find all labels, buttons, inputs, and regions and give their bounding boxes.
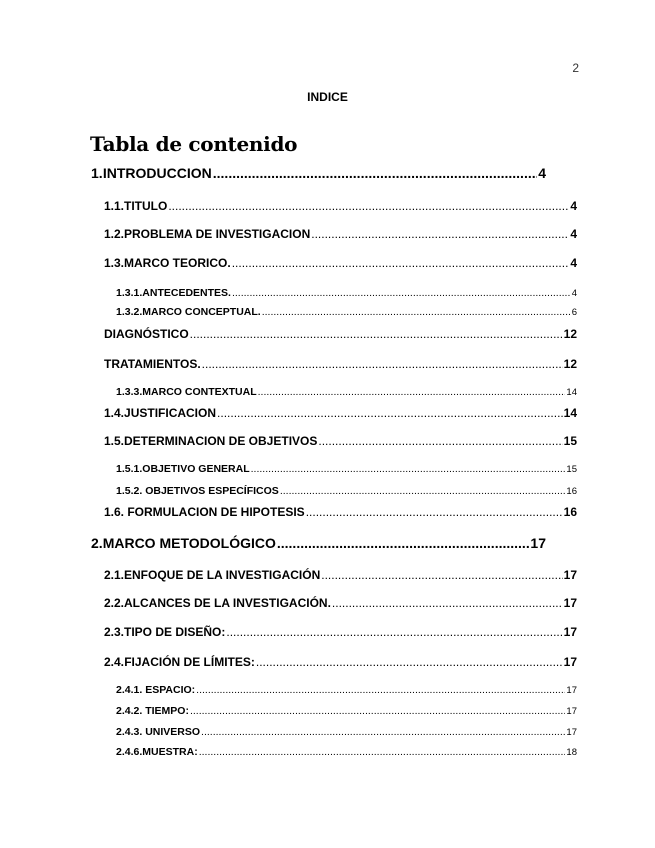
dot-leader (321, 568, 562, 582)
toc-entry-number: 2.4.6. (116, 746, 143, 758)
toc-entry-label: ANTECEDENTES. (142, 287, 231, 299)
dot-leader (306, 505, 563, 519)
toc-entry-label: DETERMINACION DE OBJETIVOS (124, 434, 318, 448)
toc-entry[interactable] (104, 256, 577, 270)
toc-entry[interactable] (104, 434, 577, 448)
toc-entry-page: 17 (530, 535, 546, 551)
toc-entry-page: 16 (563, 505, 577, 519)
toc-entry-label: INTRODUCCION (102, 165, 212, 181)
toc-entry-number: 2.2. (104, 596, 125, 610)
page-number: 2 (572, 61, 579, 75)
toc-entry-page: 6 (571, 307, 577, 318)
toc-entry-page: 12 (563, 357, 577, 371)
toc-entry[interactable] (91, 535, 546, 551)
toc-entry[interactable] (104, 596, 577, 610)
toc-entry-page: 4 (538, 165, 546, 181)
toc-entry-page: 17 (563, 596, 577, 610)
toc-entry-label: ENFOQUE DE LA INVESTIGACIÓN (124, 568, 321, 582)
toc-entry-page: 4 (570, 199, 577, 213)
toc-entry[interactable] (116, 463, 577, 475)
toc-entry[interactable] (116, 386, 577, 398)
toc-entry-page: 4 (570, 256, 577, 270)
toc-entry-number: 1.3. (104, 256, 125, 270)
toc-entry-label: 1.6. FORMULACION DE HIPOTESIS (104, 505, 305, 519)
toc-entry-label: 2.4.3. UNIVERSO (116, 726, 201, 738)
toc-entry-page: 18 (566, 747, 577, 758)
toc-entry-page: 4 (571, 288, 577, 299)
toc-entry[interactable] (116, 306, 577, 318)
dot-leader (226, 625, 562, 639)
toc-entry-page: 15 (563, 434, 577, 448)
toc-entry-page: 17 (566, 685, 577, 696)
toc-entry[interactable] (116, 485, 577, 497)
toc-entry[interactable] (104, 655, 577, 669)
toc-entry-page: 17 (563, 568, 577, 582)
toc-entry-number: 2. (91, 535, 103, 551)
toc-entry-label: MUESTRA: (142, 746, 198, 758)
toc-title: Tabla de contenido (90, 132, 298, 156)
toc-entry-label: FIJACIÓN DE LÍMITES: (124, 655, 255, 669)
toc-entry-label: OBJETIVO GENERAL (142, 463, 250, 475)
toc-entry[interactable] (116, 705, 577, 717)
toc-entry-page: 14 (566, 387, 577, 398)
dot-leader (311, 227, 569, 241)
toc-entry-number: 1.3.1. (116, 287, 143, 299)
toc-entry-page: 17 (563, 625, 577, 639)
toc-entry-page: 16 (566, 486, 577, 497)
dot-leader (277, 535, 530, 551)
toc-entry-page: 17 (566, 706, 577, 717)
toc-entry-label: MARCO CONTEXTUAL (142, 386, 257, 398)
dot-leader (199, 746, 566, 758)
dot-leader (190, 705, 565, 717)
toc-entry[interactable] (104, 357, 577, 371)
toc-entry[interactable] (104, 327, 577, 341)
toc-entry-number: 2.4. (104, 655, 125, 669)
toc-entry-label: JUSTIFICACION (124, 406, 217, 420)
toc-entry-number: 1.2. (104, 227, 125, 241)
toc-entry-number: 2.3. (104, 625, 125, 639)
dot-leader (202, 357, 563, 371)
toc-entry-page: 12 (563, 327, 577, 341)
toc-entry-page: 17 (566, 727, 577, 738)
toc-entry-page: 17 (563, 655, 577, 669)
dot-leader (213, 165, 537, 181)
dot-leader (196, 684, 565, 696)
page-heading: INDICE (307, 90, 348, 104)
dot-leader (251, 463, 566, 475)
toc-entry-label: MARCO TEORICO. (124, 256, 231, 270)
dot-leader (256, 655, 563, 669)
toc-entry-number: 1. (91, 165, 103, 181)
dot-leader (190, 327, 563, 341)
toc-entry[interactable] (116, 684, 577, 696)
toc-entry[interactable] (116, 287, 577, 299)
toc-entry-label: MARCO METODOLÓGICO (102, 535, 276, 551)
toc-entry[interactable] (116, 746, 577, 758)
toc-entry-label: MARCO CONCEPTUAL. (142, 306, 261, 318)
toc-entry[interactable] (91, 165, 546, 181)
toc-entry-label: TITULO (124, 199, 168, 213)
toc-entry-number: 1.3.3. (116, 386, 143, 398)
toc-entry[interactable] (104, 625, 577, 639)
toc-entry-label: TRATAMIENTOS. (104, 357, 201, 371)
toc-entry-number: 1.5. (104, 434, 125, 448)
toc-entry[interactable] (104, 227, 577, 241)
toc-entry-label: ALCANCES DE LA INVESTIGACIÓN. (124, 596, 331, 610)
toc-entry-number: 1.5.1. (116, 463, 143, 475)
toc-entry-label: 1.5.2. OBJETIVOS ESPECÍFICOS (116, 485, 279, 497)
dot-leader (232, 256, 570, 270)
toc-entry-page: 4 (570, 227, 577, 241)
dot-leader (332, 596, 563, 610)
dot-leader (280, 485, 566, 497)
dot-leader (201, 726, 565, 738)
dot-leader (258, 386, 566, 398)
toc-entry-label: PROBLEMA DE INVESTIGACION (124, 227, 311, 241)
dot-leader (318, 434, 562, 448)
toc-entry[interactable] (104, 568, 577, 582)
dot-leader (232, 287, 571, 299)
toc-entry-label: 2.4.2. TIEMPO: (116, 705, 189, 717)
toc-entry[interactable] (104, 199, 577, 213)
toc-entry-number: 2.1. (104, 568, 125, 582)
toc-entry-number: 1.1. (104, 199, 125, 213)
toc-entry[interactable] (104, 505, 577, 519)
toc-entry[interactable] (104, 406, 577, 420)
toc-entry[interactable] (116, 726, 577, 738)
dot-leader (168, 199, 569, 213)
toc-entry-page: 15 (566, 464, 577, 475)
dot-leader (262, 306, 571, 318)
toc-entry-label: 2.4.1. ESPACIO: (116, 684, 196, 696)
toc-entry-label: TIPO DE DISEÑO: (124, 625, 226, 639)
dot-leader (217, 406, 563, 420)
toc-entry-number: 1.3.2. (116, 306, 143, 318)
toc-entry-number: 1.4. (104, 406, 125, 420)
toc-entry-label: DIAGNÓSTICO (104, 327, 189, 341)
toc-entry-page: 14 (563, 406, 577, 420)
